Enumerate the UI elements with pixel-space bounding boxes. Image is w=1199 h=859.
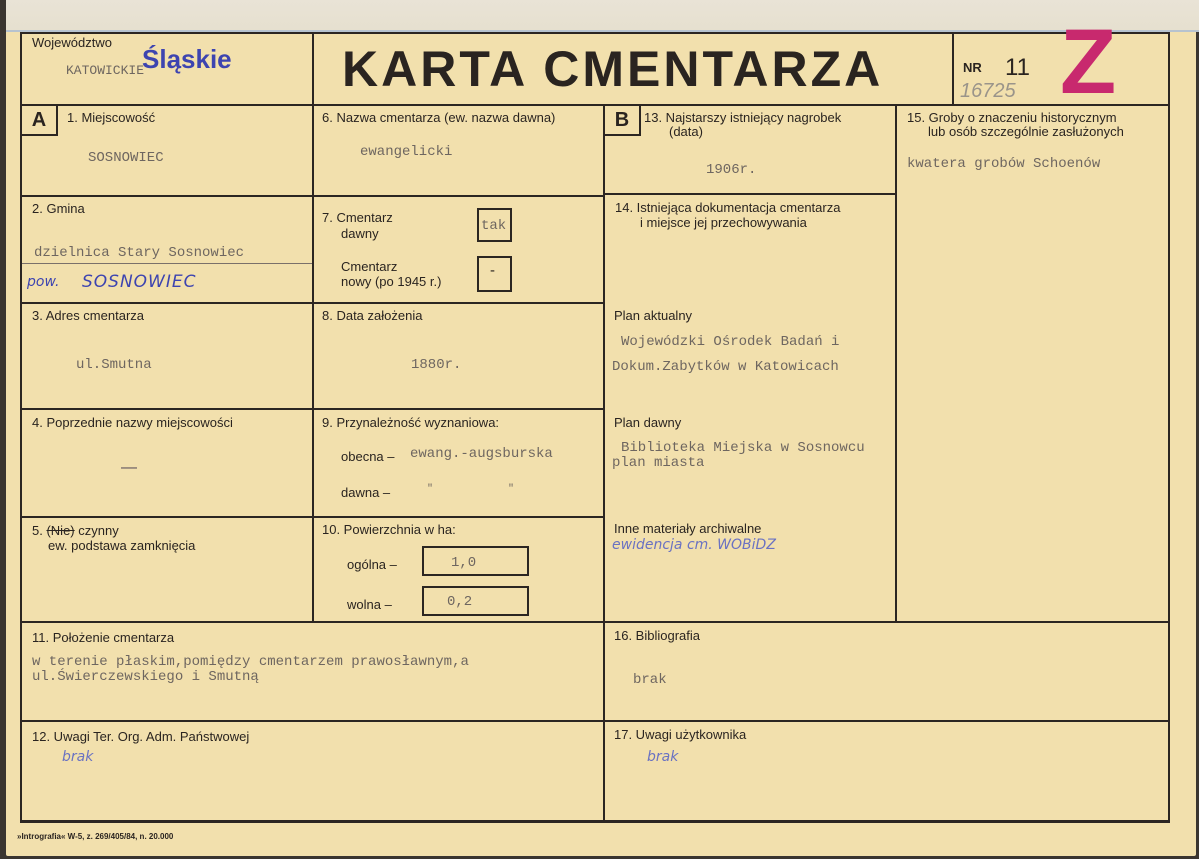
field13-label-1: 13. Najstarszy istniejący nagrobek — [644, 110, 842, 125]
field7-old-label-2: dawny — [341, 226, 379, 241]
row-line-3 — [20, 408, 605, 410]
field15-label-2: lub osób szczególnie zasłużonych — [928, 124, 1124, 139]
field4-label: 4. Poprzednie nazwy miejscowości — [32, 415, 233, 430]
field2-value: dzielnica Stary Sosnowiec — [34, 245, 245, 261]
field10-free-label: wolna – — [347, 597, 392, 612]
row-line-5 — [20, 621, 1170, 623]
row-line-6 — [20, 720, 1170, 722]
field10-total-value: 1,0 — [451, 555, 477, 571]
frame-top — [20, 32, 1170, 34]
field5-rest: czynny — [78, 523, 119, 538]
plan-former-label: Plan dawny — [614, 415, 682, 430]
row-line-1 — [20, 195, 605, 197]
field15-value: kwatera grobów Schoenów — [907, 156, 1101, 172]
printer-imprint: »Intrografia« W-5, z. 269/405/84, n. 20.000 — [17, 832, 174, 841]
field7-new-label-2: nowy (po 1945 r.) — [341, 274, 442, 289]
wojewodztwo-label: Województwo — [32, 35, 112, 50]
field13-value: 1906r. — [706, 162, 757, 178]
field9-former-value-1: " — [427, 484, 434, 495]
plan-current-line2: Dokum.Zabytków w Katowicach — [612, 359, 839, 375]
field10-label: 10. Powierzchnia w ha: — [322, 522, 456, 537]
wojewodztwo-stamp: Śląskie — [142, 44, 232, 74]
field9-label: 9. Przynależność wyznaniowa: — [322, 415, 500, 430]
category-mark: Z — [1060, 11, 1117, 113]
col-div-15 — [895, 104, 897, 622]
field2-hand-value: SOSNOWIEC — [82, 272, 197, 292]
field3-label: 3. Adres cmentarza — [32, 308, 144, 323]
frame-bottom — [20, 820, 1170, 823]
plan-former-line2: plan miasta — [612, 455, 705, 471]
row-line-2 — [20, 302, 605, 304]
field16-label: 16. Bibliografia — [614, 628, 700, 643]
field10-free-box — [422, 586, 529, 616]
field7-old-label-1: 7. Cmentarz — [322, 210, 393, 225]
field7-new-label-1: Cmentarz — [341, 259, 398, 274]
nr-label: NR — [963, 60, 982, 75]
field5-label-2: ew. podstawa zamknięcia — [48, 538, 196, 553]
field7-old-value: tak — [481, 218, 507, 234]
page-title: KARTA CMENTARZA — [342, 41, 884, 97]
field15-label-1: 15. Groby o znaczeniu historycznym — [907, 110, 1117, 125]
field14-label-1: 14. Istniejąca dokumentacja cmentarza — [615, 200, 841, 215]
other-materials-label: Inne materiały archiwalne — [614, 521, 762, 536]
field11-value-2: ul.Świerczewskiego i Smutną — [32, 669, 259, 685]
field9-former-value-2: " — [508, 484, 515, 495]
nr-handwritten: 16725 — [960, 80, 1016, 102]
row-line-4 — [20, 516, 605, 518]
field1-label: 1. Miejscowość — [67, 110, 156, 125]
frame-right — [1168, 32, 1170, 822]
field17-label: 17. Uwagi użytkownika — [614, 727, 747, 742]
frame-left — [20, 32, 22, 822]
field8-label: 8. Data założenia — [322, 308, 423, 323]
gmina-underline — [22, 263, 312, 264]
field5-label — [32, 523, 119, 538]
field7-new-value: - — [490, 262, 495, 279]
field12-label: 12. Uwagi Ter. Org. Adm. Państwowej — [32, 729, 250, 744]
field12-value: brak — [62, 749, 94, 765]
field11-label: 11. Położenie cmentarza — [32, 630, 175, 645]
field10-total-label: ogólna – — [347, 557, 397, 572]
header-div1 — [312, 32, 314, 622]
other-materials-value: ewidencja cm. WOBiDZ — [612, 537, 776, 553]
field1-value: SOSNOWIEC — [88, 150, 164, 166]
row-line-b13 — [603, 193, 895, 195]
field2-hand-prefix: pow. — [27, 274, 60, 290]
field13-label-2: (data) — [669, 124, 703, 139]
field14-label-2: i miejsce jej przechowywania — [640, 215, 807, 230]
field5-num: 5. — [32, 523, 43, 538]
field8-value: 1880r. — [411, 357, 462, 373]
section-a-letter: A — [22, 106, 58, 136]
field17-value: brak — [647, 749, 679, 765]
field6-label: 6. Nazwa cmentarza (ew. nazwa dawna) — [322, 110, 556, 125]
field2-label: 2. Gmina — [32, 201, 85, 216]
section-b-letter: B — [605, 106, 641, 136]
field3-value: ul.Smutna — [76, 357, 152, 373]
field11-value-1: w terenie płaskim,pomiędzy cmentarzem prawosławnym,a — [32, 654, 469, 670]
nr-value: 11 — [1005, 54, 1030, 81]
wojewodztwo-typed: KATOWICKIE — [66, 63, 145, 78]
col-div-b — [603, 104, 605, 820]
field9-current-value: ewang.-augsburska — [410, 446, 553, 462]
field6-value: ewangelicki — [360, 144, 453, 160]
field10-free-value: 0,2 — [447, 594, 473, 610]
header-bottom — [20, 104, 1170, 106]
plan-current-label: Plan aktualny — [614, 308, 693, 323]
field9-former-label: dawna – — [341, 485, 391, 500]
header-div2 — [952, 32, 954, 106]
field16-value: brak — [633, 672, 667, 688]
field5-struck: (Nie) — [46, 523, 75, 538]
top-strip — [6, 0, 1199, 32]
field9-current-label: obecna – — [341, 449, 395, 464]
plan-current-line1: Wojewódzki Ośrodek Badań i — [621, 334, 840, 350]
field4-value: — — [121, 459, 137, 476]
plan-former-line1: Biblioteka Miejska w Sosnowcu — [621, 440, 865, 456]
